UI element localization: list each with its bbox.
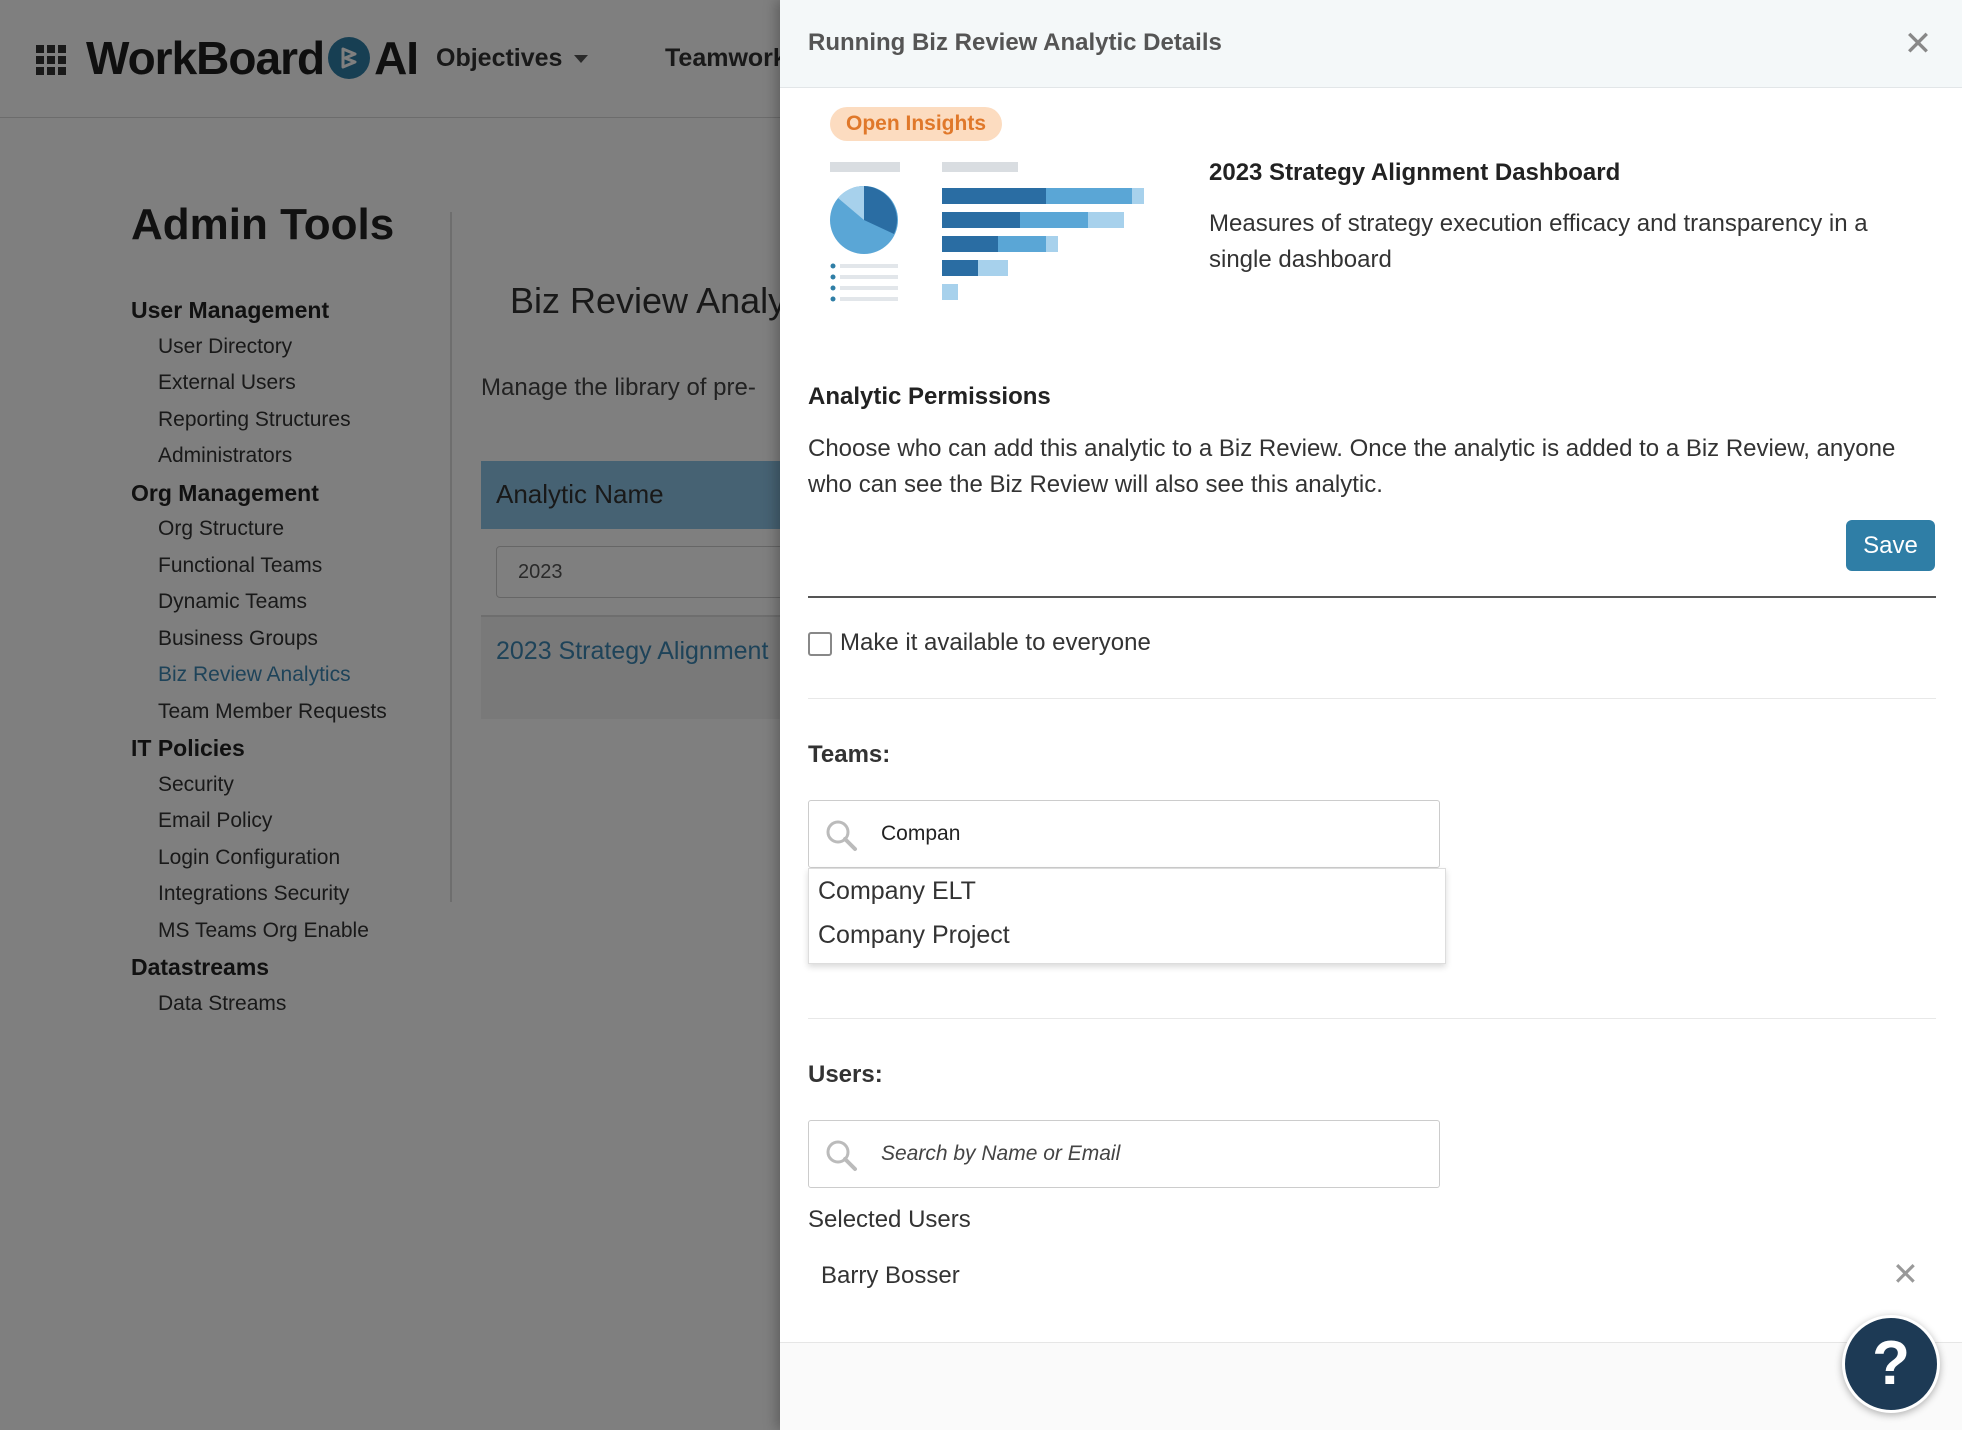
everyone-checkbox-label[interactable]: Make it available to everyone xyxy=(840,629,1151,656)
search-icon xyxy=(823,1137,859,1173)
analytic-details-panel xyxy=(780,0,1962,1430)
search-icon xyxy=(823,817,859,853)
save-button[interactable]: Save xyxy=(1846,520,1935,571)
teams-label: Teams: xyxy=(808,741,891,768)
selected-user-item: Barry Bosser xyxy=(821,1262,960,1289)
users-label: Users: xyxy=(808,1061,883,1088)
panel-header xyxy=(780,0,1962,88)
divider xyxy=(808,698,1936,699)
users-search-input[interactable] xyxy=(808,1120,1440,1188)
open-insights-badge: Open Insights xyxy=(830,107,1002,141)
divider xyxy=(808,596,1936,598)
analytic-name: 2023 Strategy Alignment Dashboard xyxy=(1209,159,1621,186)
selected-users-label: Selected Users xyxy=(808,1206,971,1233)
divider xyxy=(808,1018,1936,1019)
everyone-checkbox[interactable] xyxy=(808,632,832,656)
suggestion-company-project[interactable]: Company Project xyxy=(818,921,1010,949)
dashboard-thumbnail xyxy=(828,156,1148,316)
panel-title: Running Biz Review Analytic Details xyxy=(808,29,1222,56)
teams-search-value: Compan xyxy=(881,822,961,845)
remove-user-icon[interactable]: ✕ xyxy=(1892,1256,1919,1292)
panel-footer xyxy=(780,1342,1962,1430)
help-icon[interactable]: ? xyxy=(1842,1315,1940,1413)
teams-search-input[interactable] xyxy=(808,800,1440,868)
suggestion-company-elt[interactable]: Company ELT xyxy=(818,877,976,905)
permissions-description: Choose who can add this analytic to a Biz Review. Once the analytic is added to a Biz Review, anyone who can see the Biz Review will also see this analytic. xyxy=(808,435,1896,498)
permissions-title: Analytic Permissions xyxy=(808,383,1051,410)
teams-suggestion-list xyxy=(808,868,1446,964)
users-search-placeholder: Search by Name or Email xyxy=(881,1142,1121,1165)
close-icon[interactable]: ✕ xyxy=(1903,25,1933,63)
analytic-description: Measures of strategy execution efficacy and transparency in a single dashboard xyxy=(1209,210,1868,273)
